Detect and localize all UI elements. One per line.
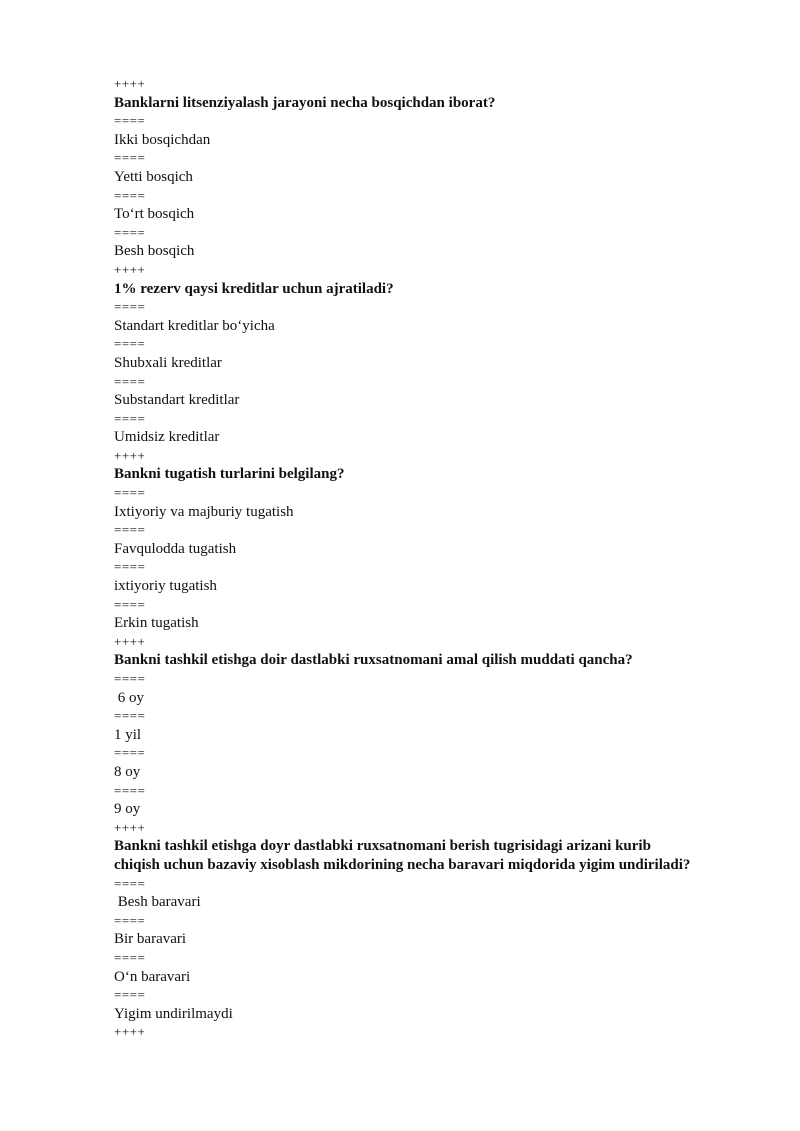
answer-separator: ====	[114, 299, 146, 315]
answer-separator: ====	[114, 671, 146, 686]
answer-separator: ====	[114, 373, 146, 389]
answer-4-3: 8 oy	[114, 763, 141, 780]
answer-2-2: Shubxali kreditlar	[114, 354, 222, 371]
question-4: Bankni tashkil etishga doir dastlabki ruxsatnomani amal qilish muddati qancha?	[114, 652, 633, 669]
answer-4-1: 6 oy	[114, 689, 144, 706]
answer-5-4: Yigim undirilmaydi	[114, 1005, 233, 1022]
question-separator: ++++	[114, 1024, 146, 1040]
answer-1-3: To‘rt bosqich	[114, 206, 195, 223]
answer-separator: ====	[114, 782, 146, 798]
answer-5-3: O‘n baravari	[114, 968, 191, 985]
answer-3-2: Favqulodda tugatish	[114, 540, 237, 557]
question-5-line-2: chiqish uchun bazaviy xisoblash mikdorining necha baravari miqdorida yigim undiriladi?	[114, 856, 691, 873]
answer-3-1: Ixtiyoriy va majburiy tugatish	[114, 503, 294, 520]
answer-separator: ====	[114, 875, 146, 891]
answer-separator: ====	[114, 596, 146, 612]
answer-3-3: ixtiyoriy tugatish	[114, 578, 217, 595]
question-1: Banklarni litsenziyalash jarayoni necha bosqichdan iborat?	[114, 94, 496, 111]
question-separator: ++++	[114, 633, 146, 649]
question-separator: ++++	[114, 819, 146, 835]
question-2: 1% rezerv qaysi kreditlar uchun ajratiladi?	[114, 280, 394, 297]
answer-5-1: Besh baravari	[114, 894, 201, 911]
answer-separator: ====	[114, 150, 146, 166]
answer-2-1: Standart kreditlar bo‘yicha	[114, 317, 275, 334]
answer-4-2: 1 yil	[114, 726, 142, 743]
answer-5-2: Bir baravari	[114, 931, 187, 948]
answer-2-4: Umidsiz kreditlar	[114, 429, 220, 446]
question-separator: ++++	[114, 76, 146, 91]
answer-2-3: Substandart kreditlar	[114, 392, 240, 409]
answer-separator: ====	[114, 745, 146, 761]
document-page	[114, 75, 754, 1042]
answer-1-4: Besh bosqich	[114, 243, 195, 260]
answer-separator: ====	[114, 113, 146, 129]
answer-separator: ====	[114, 485, 146, 501]
answer-separator: ====	[114, 912, 146, 928]
question-5-line-1: Bankni tashkil etishga doyr dastlabki ruxsatnomani berish tugrisidagi arizani kurib	[114, 838, 651, 855]
answer-separator: ====	[114, 949, 146, 965]
answer-separator: ====	[114, 987, 146, 1003]
answer-1-1: Ikki bosqichdan	[114, 131, 211, 148]
answer-separator: ====	[114, 410, 146, 426]
answer-separator: ====	[114, 708, 146, 724]
answer-separator: ====	[114, 187, 146, 203]
answer-3-4: Erkin tugatish	[114, 615, 199, 632]
answer-separator: ====	[114, 336, 146, 352]
answer-4-4: 9 oy	[114, 801, 141, 818]
answer-1-2: Yetti bosqich	[114, 168, 193, 185]
question-separator: ++++	[114, 447, 146, 463]
answer-separator: ====	[114, 224, 146, 240]
answer-separator: ====	[114, 522, 146, 538]
answer-separator: ====	[114, 559, 146, 575]
question-3: Bankni tugatish turlarini belgilang?	[114, 466, 345, 483]
question-separator: ++++	[114, 261, 146, 277]
